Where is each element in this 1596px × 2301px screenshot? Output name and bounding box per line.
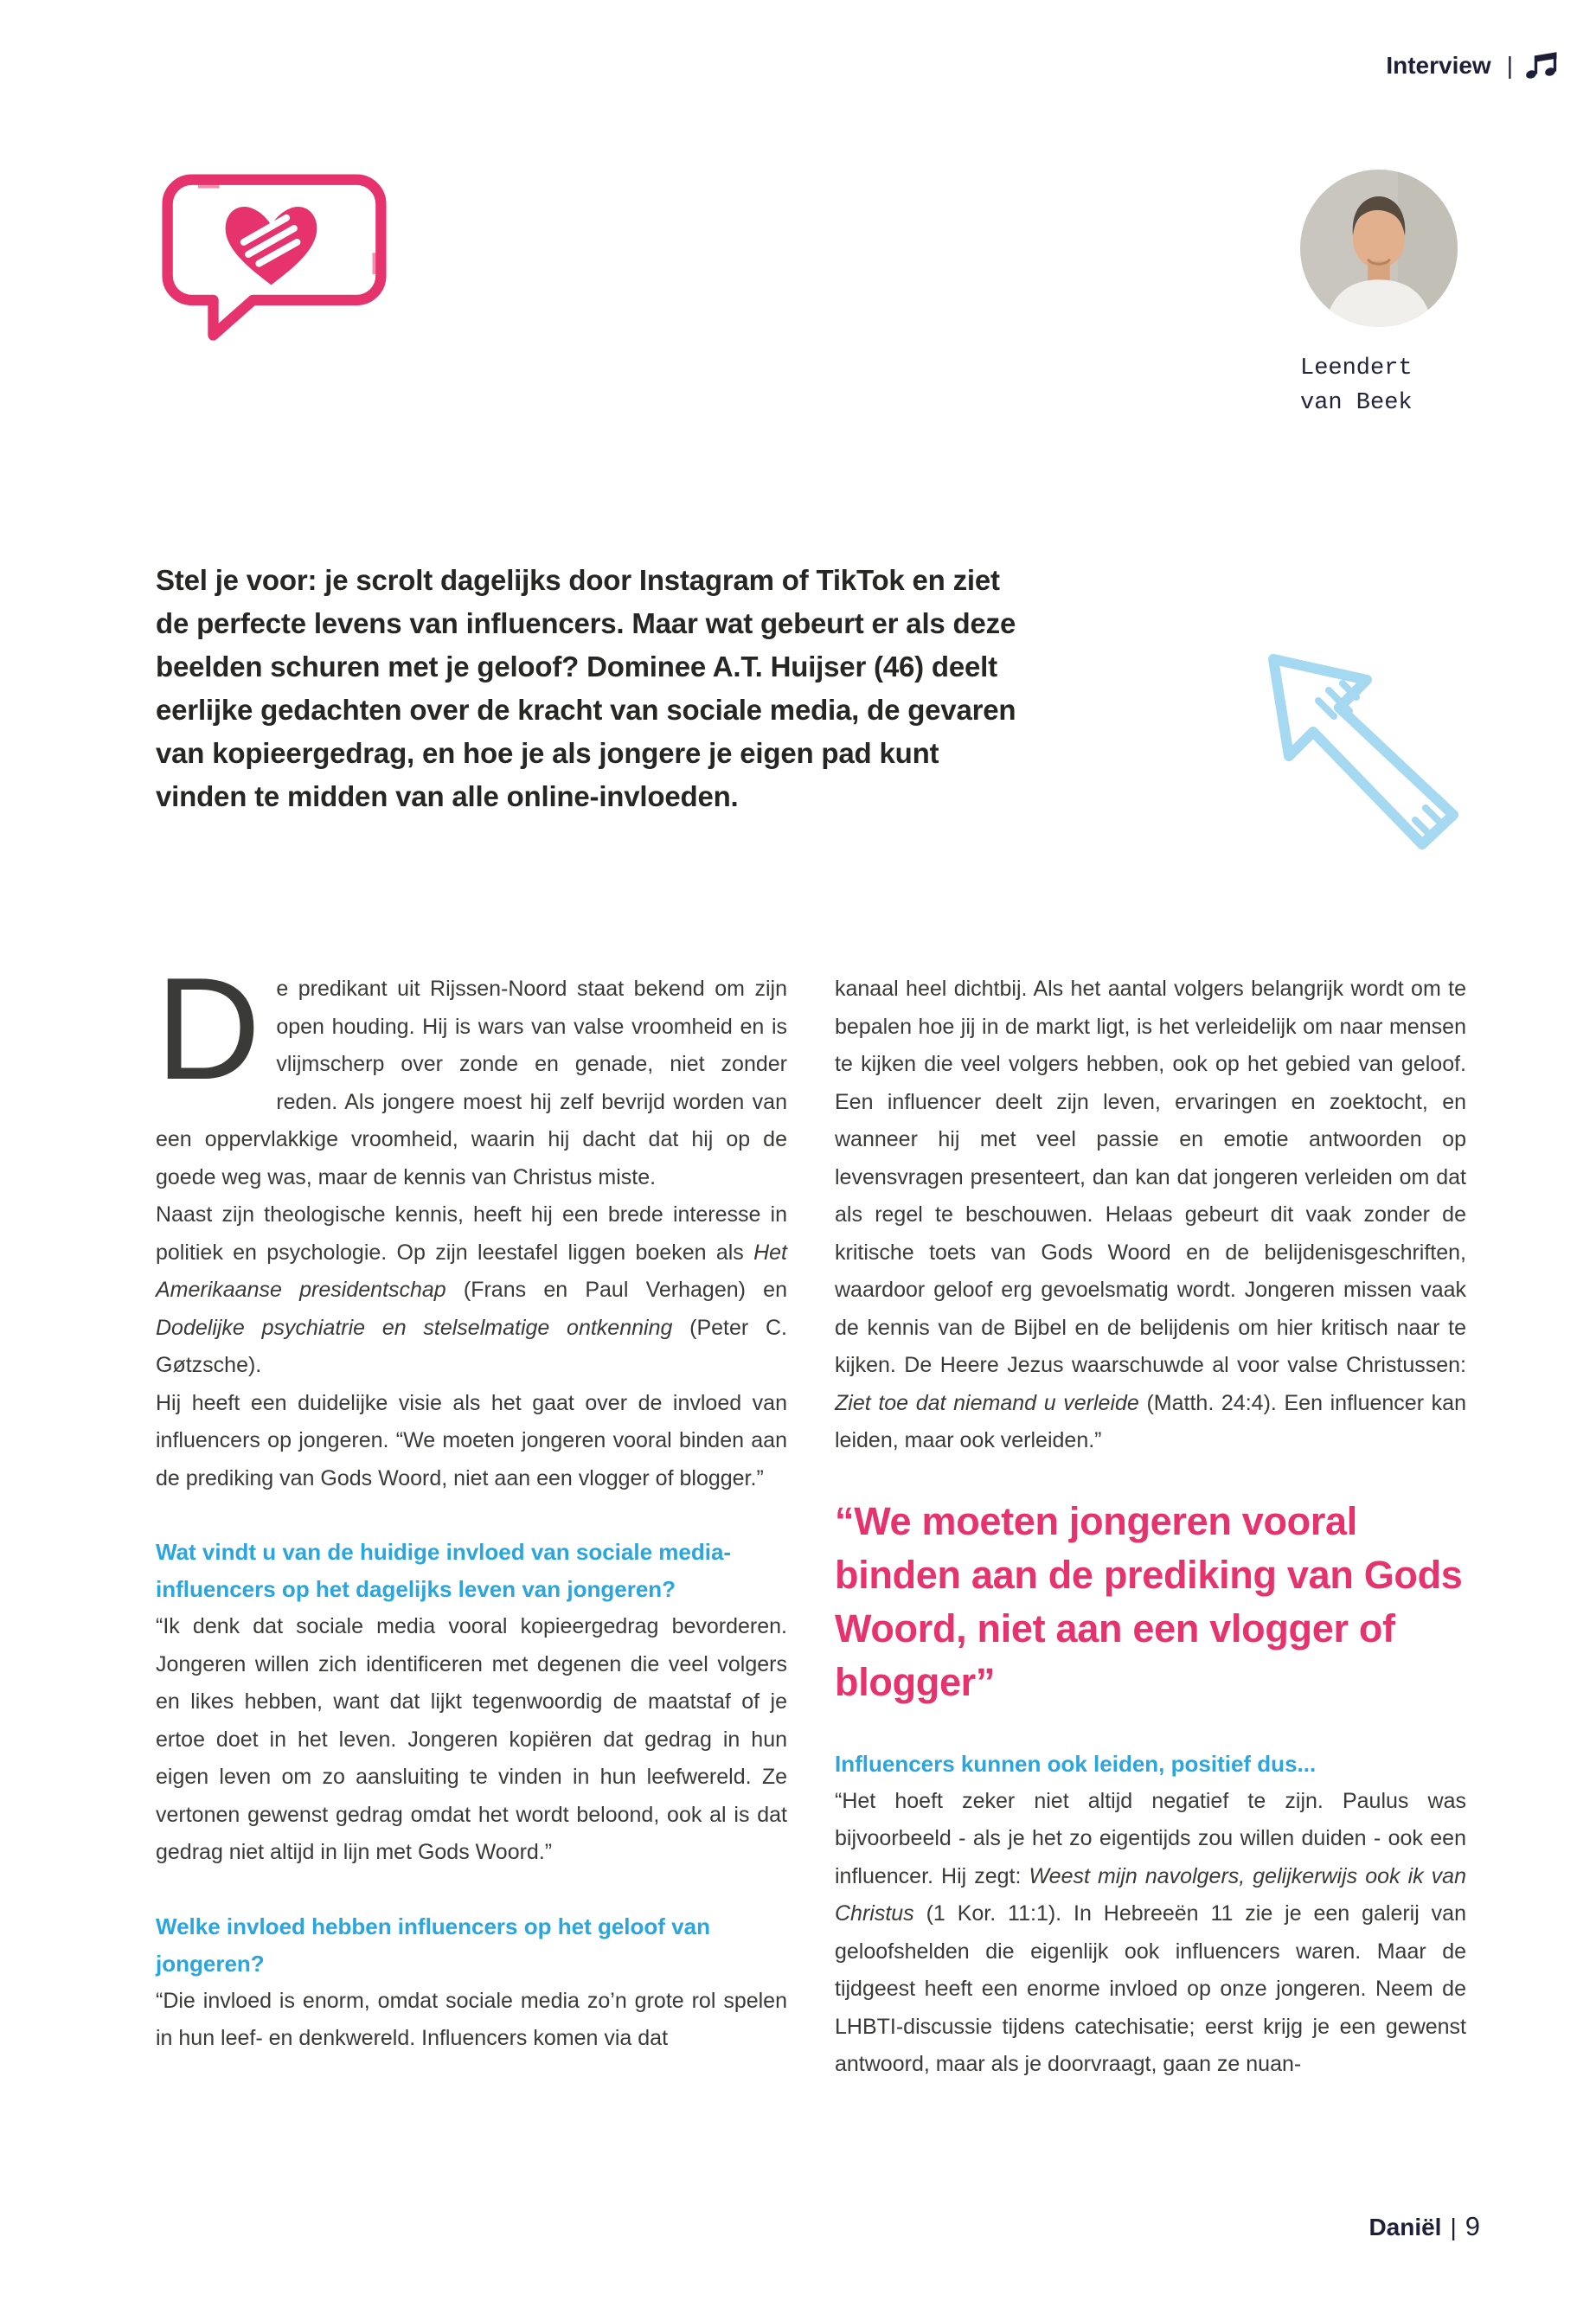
speech-bubble-heart-icon (152, 164, 396, 358)
magazine-name: Daniël (1368, 2214, 1442, 2240)
page-footer (1368, 2211, 1480, 2242)
italic-text-segment: Ziet toe dat niemand u verleide (835, 1390, 1139, 1415)
article-column-right (835, 971, 1466, 2084)
text-segment: “Ik denk dat sociale media vooral kopieergedrag bevorderen. Jongeren willen zich identificeren met degenen die veel volgers en likes hebben, want dat lijkt tegenwoordig de maatstaf of je ertoe doet in het leven. Jongeren kopiëren dat gedrag in hun eigen leven om zo aansluiting te vinden in hun leefwereld. Ze vertonen gewenst gedrag omdat het wordt beloond, ook al is dat gedrag niet altijd in lijn met Gods Woord.” (156, 1614, 787, 1864)
section-subheading: Wat vindt u van de huidige invloed van sociale media-influencers op het dagelijks leven van jongeren? (156, 1539, 732, 1602)
italic-text-segment: Het Amerikaanse presidentschap (156, 1240, 787, 1302)
body-paragraph (156, 947, 787, 1196)
footer-separator: | (1450, 2214, 1457, 2240)
article-intro: Stel je voor: je scrolt dagelijks door Instagram of TikTok en ziet de perfecte levens van influencers. Maar wat gebeurt er als deze beelden schuren met je geloof? Dominee A.T. Huijser (46) deelt eerlijke gedachten over de kracht van sociale media, de gevaren van kopieergedrag, en hoe je als jongere je eigen pad kunt vinden te midden van alle online-invloeden. (156, 564, 1016, 812)
music-notes-icon (1523, 50, 1560, 81)
text-segment: Hij heeft een duidelijke visie als het gaat over de invloed van influencers op jongeren. “We moeten jongeren vooral binden aan de prediking van Gods Woord, niet aan een vlogger of blogger.” (156, 1390, 787, 1490)
section-subheading: Influencers kunnen ook leiden, positief dus... (835, 1750, 1317, 1777)
text-segment: (1 Kor. 11:1). In Hebreeën 11 zie je een galerij van geloofshelden die eigenlijk ook influencers waren. Maar de tijdgeest heeft een enorme invloed op onze jongeren. Neem de LHBTI-discussie tijdens catechisatie; eerst krijg je een gewenst antwoord, maar als je doorvraagt, gaan ze nuan- (835, 1901, 1466, 2076)
text-segment: (Peter C. Gøtzsche). (156, 1315, 787, 1377)
portrait-photo (1300, 170, 1458, 327)
pull-quote: “We moeten jongeren vooral binden aan de prediking van Gods Woord, niet aan een vlogger of blogger” (835, 1498, 1463, 1704)
body-paragraph (835, 1783, 1466, 2084)
section-header (1386, 50, 1560, 81)
text-segment: (Matth. 24:4). Een influencer kan leiden, maar ook verleiden.” (835, 1390, 1466, 1452)
page-number: 9 (1465, 2211, 1480, 2241)
text-segment: e predikant uit Rijssen-Noord staat bekend om zijn open houding. Hij is wars van valse vroomheid en is vlijmscherp over zonde en genade, niet zonder reden. Als jongere moest hij zelf bevrijd worden van een oppervlakkige vroomheid, waarin hij dacht dat hij op de goede weg was, maar de kennis van Christus miste. (156, 977, 787, 1189)
text-segment: “Die invloed is enorm, omdat sociale media zo’n grote rol spelen in hun leef- en denkwereld. Influencers komen via dat (156, 1988, 787, 2050)
section-label: Interview (1386, 52, 1491, 79)
section-subheading: Welke invloed hebben influencers op het geloof van jongeren? (156, 1913, 710, 1977)
header-separator: | (1506, 52, 1513, 79)
drop-cap: D (156, 947, 261, 1110)
body-paragraph (156, 1983, 787, 2058)
article-column-left (156, 947, 787, 2084)
body-paragraph (156, 1196, 787, 1385)
text-segment: (Frans en Paul Verhagen) en (445, 1278, 787, 1302)
portrait-block (1300, 170, 1473, 420)
body-paragraph (156, 1385, 787, 1498)
cursor-arrow-icon (1256, 642, 1469, 849)
body-paragraph (156, 1608, 787, 1872)
portrait-caption (1300, 351, 1473, 420)
italic-text-segment: Weest mijn navolgers, gelijkerwijs ook ik van Christus (835, 1863, 1466, 1926)
portrait-caption-line1: Leendert (1300, 356, 1413, 381)
body-paragraph (835, 971, 1466, 1460)
text-segment: Naast zijn theologische kennis, heeft hij een brede interesse in politiek en psychologie. Op zijn leestafel liggen boeken als (156, 1202, 787, 1265)
portrait-caption-line2: van Beek (1300, 390, 1413, 416)
article-columns (156, 947, 1466, 2084)
text-segment: kanaal heel dichtbij. Als het aantal volgers belangrijk wordt om te bepalen hoe jij in de markt ligt, is het verleidelijk om naar mensen te kijken die veel volgers hebben, ook op het gebied van geloof. Een influencer deelt zijn leven, ervaringen en zoektocht, en wanneer hij met veel passie en emotie antwoorden op levensvragen presenteert, dan kan dat jongeren verleiden om dat als regel te beschouwen. Helaas gebeurt dit vaak zonder de kritische toets van Gods Woord en de belijdenisgeschriften, waardoor geloof erg gevoelsmatig wordt. Jongeren missen vaak de kennis van de Bijbel en de belijdenis om hier kritisch naar te kijken. De Heere Jezus waarschuwde al voor valse Christussen: (835, 977, 1466, 1377)
text-segment: “Het hoeft zeker niet altijd negatief te zijn. Paulus was bijvoorbeeld - als je het zo eigentijds zou willen duiden - ook een influencer. Hij zegt: (835, 1788, 1466, 1888)
italic-text-segment: Dodelijke psychiatrie en stelselmatige ontkenning (156, 1315, 673, 1340)
